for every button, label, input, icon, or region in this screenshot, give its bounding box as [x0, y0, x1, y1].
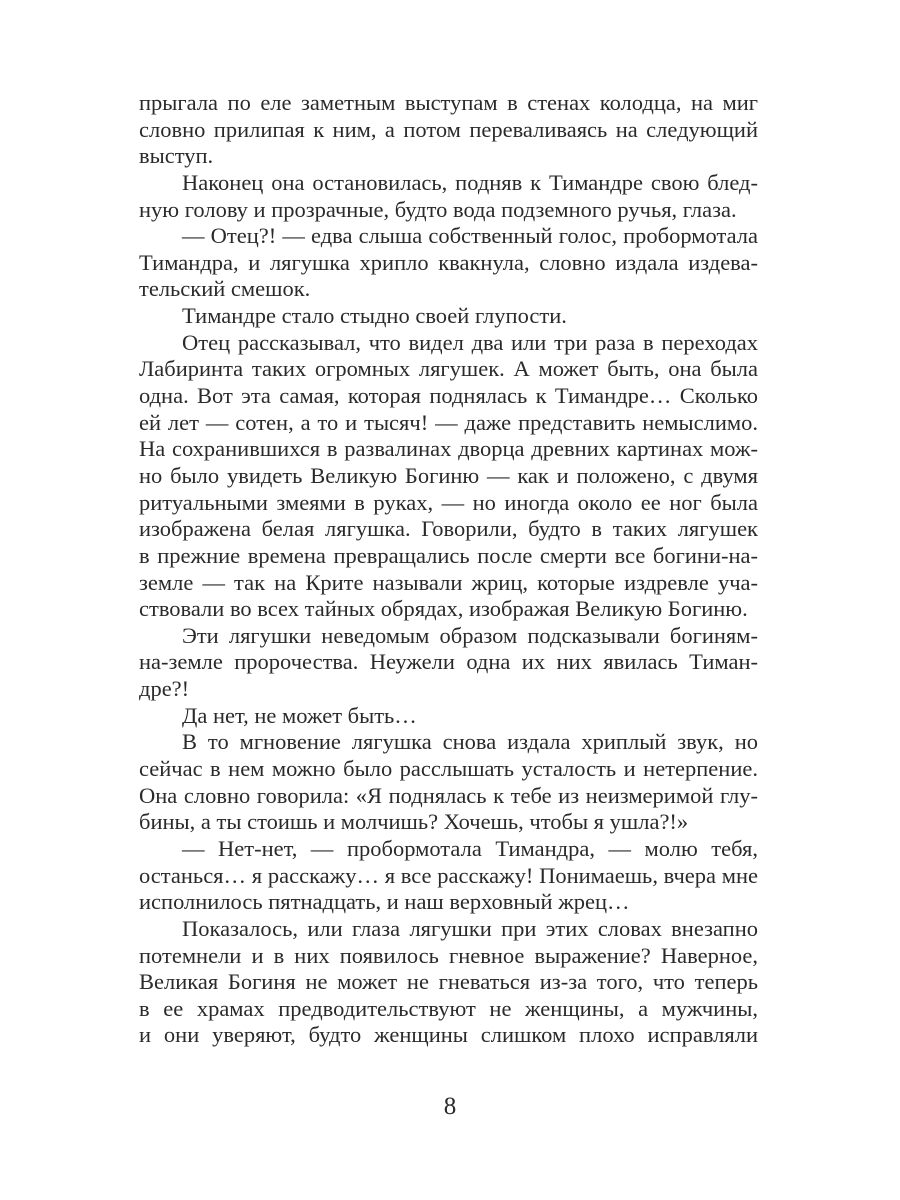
- text-line: бины, а ты стоишь и молчишь? Хочешь, чтобы я ушла?!»: [139, 809, 689, 835]
- text-line: Лабиринта таких огромных лягушек. А может быть, она была: [139, 356, 758, 382]
- text-line: На сохранившихся в развалинах дворца древних картинах мож-: [139, 436, 758, 462]
- text-line: Тимандре стало стыдно своей глупости.: [182, 303, 567, 329]
- text-line: Она словно говорила: «Я поднялась к тебе из неизмеримой глу-: [139, 782, 758, 808]
- text-line: прыгала по еле заметным выступам в стенах колодца, на миг: [139, 90, 758, 115]
- text-line: тельский смешок.: [139, 276, 311, 302]
- text-line: выступ.: [139, 143, 214, 169]
- text-line: сейчас в нем можно было расслышать усталость и нетерпение.: [139, 756, 758, 782]
- text-line: Показалось, или глаза лягушки при этих словах внезапно: [182, 915, 758, 941]
- text-line: — Нет-нет, — пробормотала Тимандра, — молю тебя,: [182, 835, 758, 861]
- text-line: в ее храмах предводительствуют не женщины, а мужчины,: [139, 995, 758, 1021]
- text-line: дре?!: [139, 676, 190, 702]
- text-line: ей лет — сотен, а то и тысяч! — даже представить немыслимо.: [139, 409, 758, 435]
- text-line: ствовали во всех тайных обрядах, изображая Великую Богиню.: [139, 596, 748, 622]
- text-line: Эти лягушки неведомым образом подсказывали богиням-: [182, 622, 758, 648]
- text-line: одна. Вот эта самая, которая поднялась к Тимандре… Сколько: [139, 383, 758, 409]
- text-line: — Отец?! — едва слыша собственный голос, пробормотала: [182, 223, 758, 249]
- text-line: В то мгновение лягушка снова издала хриплый звук, но: [182, 729, 758, 755]
- text-line: потемнели и в них появилось гневное выражение? Наверное,: [139, 942, 758, 968]
- text-line: ритуальными змеями в руках, — но иногда около ее ног была: [139, 489, 758, 515]
- text-line: словно прилипая к ним, а потом переваливаясь на следующий: [139, 116, 758, 142]
- text-line: земле — так на Крите называли жриц, которые издревле уча-: [139, 569, 758, 595]
- text-line: Наконец она остановилась, подняв к Тимандре свою блед-: [182, 169, 758, 195]
- text-line: и они уверяют, будто женщины слишком плохо исправляли: [139, 1022, 758, 1048]
- text-line: Тимандра, и лягушка хрипло квакнула, словно издала издева-: [139, 249, 758, 275]
- text-line: изображена белая лягушка. Говорили, будто в таких лягушек: [139, 516, 758, 542]
- text-line: на-земле пророчества. Неужели одна их них явилась Тиман-: [139, 649, 758, 675]
- text-line: ную голову и прозрачные, будто вода подземного ручья, глаза.: [139, 196, 737, 222]
- text-line: останься… я расскажу… я все расскажу! Понимаешь, вчера мне: [139, 862, 758, 888]
- text-line: Отец рассказывал, что видел два или три раза в переходах: [182, 329, 758, 355]
- text-line: Великая Богиня не может не гневаться из-за того, что теперь: [139, 969, 758, 995]
- text-line: в прежние времена превращались после смерти все богини-на-: [139, 542, 758, 568]
- page-number: 8: [443, 1093, 457, 1120]
- text-line: но было увидеть Великую Богиню — как и положено, с двумя: [139, 462, 758, 488]
- page-body: [139, 90, 758, 1049]
- text-line: исполнилось пятнадцать, и наш верховный жрец…: [139, 889, 630, 915]
- text-line: Да нет, не может быть…: [182, 702, 417, 728]
